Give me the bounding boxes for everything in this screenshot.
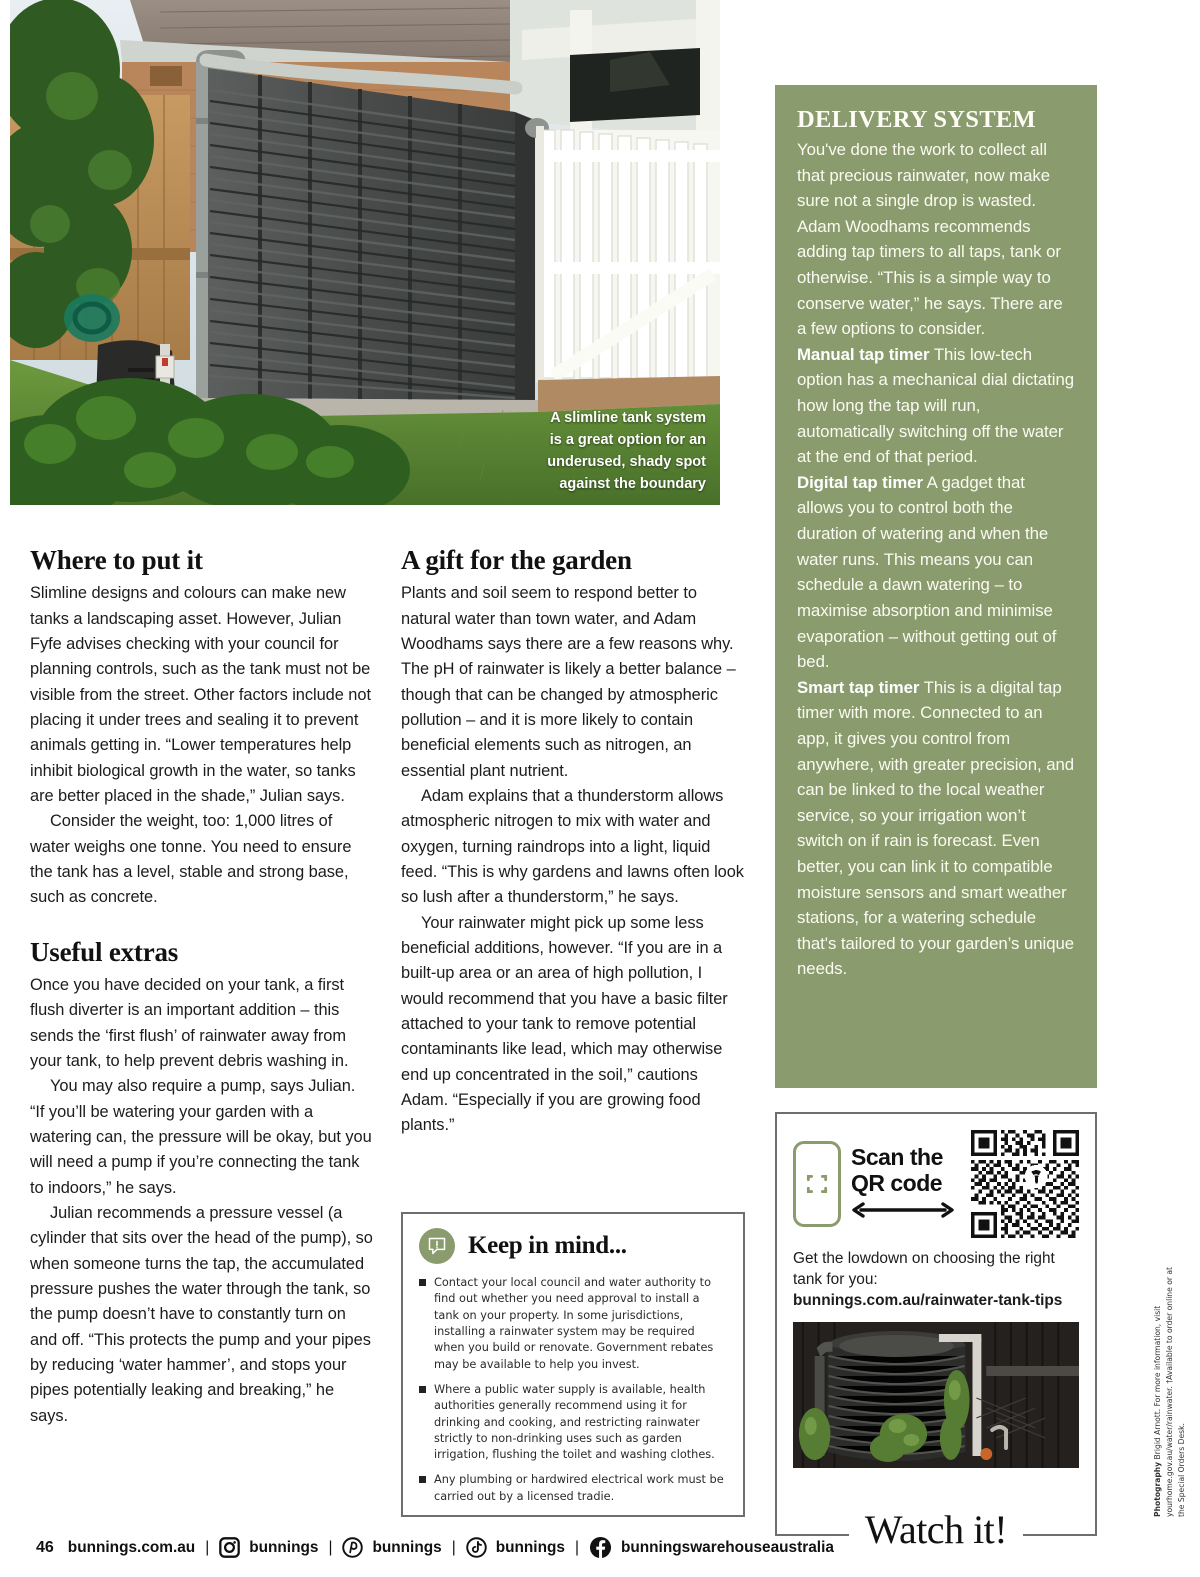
left-body-1 — [30, 581, 374, 910]
instagram-icon[interactable] — [219, 1537, 240, 1558]
list-item: Any plumbing or hardwired electrical work must be carried out by a licensed tradie. — [419, 1472, 727, 1505]
double-arrow-icon — [851, 1202, 963, 1223]
heading-where-to-put-it: Where to put it — [30, 545, 203, 575]
footer-separator: | — [574, 1538, 579, 1556]
sidebar-item-smart-tap-timer — [797, 675, 1075, 982]
term-digital-tap-timer: Digital tap timer — [797, 472, 923, 492]
watch-it-text: Watch it! — [849, 1507, 1023, 1552]
tiktok-handle[interactable]: bunnings — [495, 1538, 565, 1556]
facebook-handle[interactable]: bunningswarehouseaustralia — [620, 1538, 834, 1556]
facebook-icon[interactable] — [589, 1536, 612, 1559]
hero-caption-line: against the boundary — [559, 475, 706, 492]
scan-line-1: Scan the — [851, 1144, 943, 1171]
term-smart-tap-timer: Smart tap timer — [797, 677, 920, 697]
paragraph: Consider the weight, too: 1,000 litres of water weighs one tonne. You need to ensure the tank has a level, stable and strong base, such as concrete. — [30, 812, 352, 907]
hero-caption-line: underused, shady spot — [547, 453, 706, 470]
term-manual-tap-timer: Manual tap timer — [797, 344, 930, 364]
left-article-column — [30, 545, 374, 1429]
keep-in-mind-list — [419, 1275, 727, 1505]
footer-website[interactable]: bunnings.com.au — [67, 1538, 196, 1556]
keep-in-mind-header — [419, 1228, 727, 1264]
sidebar-item-digital-tap-timer — [797, 470, 1075, 675]
instagram-glyph[interactable] — [219, 1537, 240, 1558]
pinterest-handle[interactable]: bunnings — [372, 1538, 442, 1556]
hero-caption-line: is a great option for an — [549, 431, 706, 448]
term-text: A gadget that allows you to control both the duration of watering and when the water runs. This means you can schedule a dawn watering – to maximise absorption and minimise evaporation – without getting out of bed. — [797, 472, 1057, 672]
delivery-system-sidebar — [775, 85, 1097, 1088]
middle-body — [401, 581, 745, 1139]
qr-top-row — [793, 1130, 1079, 1238]
pinterest-icon[interactable] — [342, 1537, 363, 1558]
page-number: 46 — [36, 1538, 54, 1556]
scan-line-2: QR code — [851, 1170, 943, 1196]
qr-promo-box — [775, 1112, 1097, 1552]
term-text: This low-tech option has a mechanical dial dictating how long the tap will run, automatically switching off the water at the end of that period. — [797, 344, 1075, 467]
middle-article-column — [401, 545, 745, 1139]
credit-label: Photography — [1153, 1461, 1162, 1517]
hero-photo — [10, 0, 720, 505]
left-body-2 — [30, 973, 374, 1429]
column-spacer — [30, 911, 374, 937]
credit-text: Brigid Arnott. For more information, visit yourhome.gov.au/water/rainwater. †Available to order online or at the Special Orders Desk. — [1153, 1266, 1186, 1517]
speech-bubble-alert-glyph — [427, 1236, 447, 1256]
scan-text-wrap — [849, 1145, 963, 1223]
photography-credit — [1152, 1265, 1187, 1517]
sidebar-heading: DELIVERY SYSTEM — [797, 106, 1036, 133]
tiktok-icon[interactable] — [466, 1537, 487, 1558]
paragraph: Your rainwater might pick up some less beneficial additions, however. “If you are in a built-up area or an area of high pollution, I would recommend that you have a basic filter attached to your tank to remove potential contaminants like lead, which may otherwise end up concentrated in the soil,” cautions Adam. “Especially if you are growing food plants.” — [401, 913, 728, 1135]
instagram-handle[interactable]: bunnings — [249, 1538, 319, 1556]
watch-it-photo-illustration — [793, 1322, 1079, 1468]
heading-useful-extras: Useful extras — [30, 936, 179, 967]
sidebar-item-manual-tap-timer — [797, 342, 1075, 470]
watch-it-photo — [793, 1322, 1079, 1468]
heading-a-gift-for-the-garden: A gift for the garden — [401, 545, 632, 575]
keep-in-mind-box — [401, 1212, 745, 1517]
sidebar-intro: You've done the work to collect all that precious rainwater, now make sure not a single drop is wasted. Adam Woodhams recommends adding tap timers to all taps, tank or otherwise. “This is a simple way to conserve water,” he says. There are a few options to consider. — [797, 139, 1063, 339]
keep-in-mind-title: Keep in mind... — [468, 1232, 627, 1259]
hero-caption — [547, 407, 706, 495]
paragraph: Slimline designs and colours can make new tanks a landscaping asset. However, Julian Fyfe advises checking with your council for planning controls, such as the tank must not be visible from the street. Other factors include not placing it under trees and sealing it to prevent animals getting in. “Lower temperatures help inhibit biological growth in the water, so tanks are better placed in the shade,” Julian says. — [30, 584, 371, 805]
footer-separator: | — [205, 1538, 210, 1556]
paragraph: Julian recommends a pressure vessel (a cylinder that sits over the head of the pump), so when someone turns the tap, the accumulated pressure pushes the water through the tank, so the pump doesn’t have to constantly turn on and off. “This protects the pump and your pipes by reducing ‘water hammer’, and stops your pipes potentially leaking and breaking,” he says. — [30, 1204, 373, 1425]
hero-caption-line: A slimline tank system — [550, 409, 706, 426]
qr-code[interactable] — [971, 1130, 1079, 1238]
footer-separator: | — [328, 1538, 333, 1556]
speech-bubble-alert-icon — [419, 1228, 455, 1264]
footer-separator: | — [451, 1538, 456, 1556]
page-footer — [36, 1536, 834, 1559]
list-item: Contact your local council and water authority to find out whether you need approval to install a tank on your property. In some jurisdictions, installing a rainwater system may be required when you build or renovate. Government rebates may be available to help you invest. — [419, 1275, 727, 1373]
paragraph: Adam explains that a thunderstorm allows atmospheric nitrogen to mix with water and oxygen, turning raindrops into a light, liquid feed. “This is why gardens and lawns often look so lush after a thunderstorm,” he says. — [401, 786, 744, 907]
paragraph: Once you have decided on your tank, a first flush diverter is an important addition – this sends the ‘first flush’ of rainwater away from your tank, to help prevent debris washing in. — [30, 975, 349, 1070]
phone-scan-icon — [793, 1141, 841, 1227]
term-text: This is a digital tap timer with more. Connected to an app, it gives you control from anywhere, with greater precision, and can be linked to the local weather service, so your irrigation won’t switch on if rain is forecast. Even better, you can link it to compatible moisture sensors and smart weather stations, for a watering schedule that's tailored to your garden’s unique needs. — [797, 677, 1075, 979]
qr-code-glyph[interactable] — [971, 1130, 1079, 1238]
list-item: Where a public water supply is available, health authorities generally recommend using it for drinking and cooking, and restricting rainwater strictly to non-drinking uses such as garden irrigation, flushing the toilet and washing clothes. — [419, 1382, 727, 1464]
qr-description — [793, 1249, 1079, 1311]
qr-description-prefix: Get the lowdown on choosing the right tank for you: — [793, 1250, 1055, 1288]
paragraph: Plants and soil seem to respond better to natural water than town water, and Adam Woodhams says there are a few reasons why. The pH of rainwater is likely a better balance – though that can be changed by atmospheric pollution – and it is more likely to contain beneficial elements such as nitrogen, an essential plant nutrient. — [401, 584, 736, 780]
facebook-glyph[interactable] — [589, 1536, 612, 1559]
double-arrow-glyph — [851, 1202, 955, 1218]
paragraph: You may also require a pump, says Julian. “If you’ll be watering your garden with a watering can, the pressure will be okay, but you will need a pump if you’re connecting the tank to indoors,” he says. — [30, 1077, 372, 1197]
scan-frame-glyph — [804, 1171, 830, 1197]
qr-description-link[interactable]: bunnings.com.au/rainwater-tank-tips — [793, 1291, 1063, 1309]
pinterest-glyph[interactable] — [342, 1537, 363, 1558]
tiktok-glyph[interactable] — [466, 1537, 487, 1558]
